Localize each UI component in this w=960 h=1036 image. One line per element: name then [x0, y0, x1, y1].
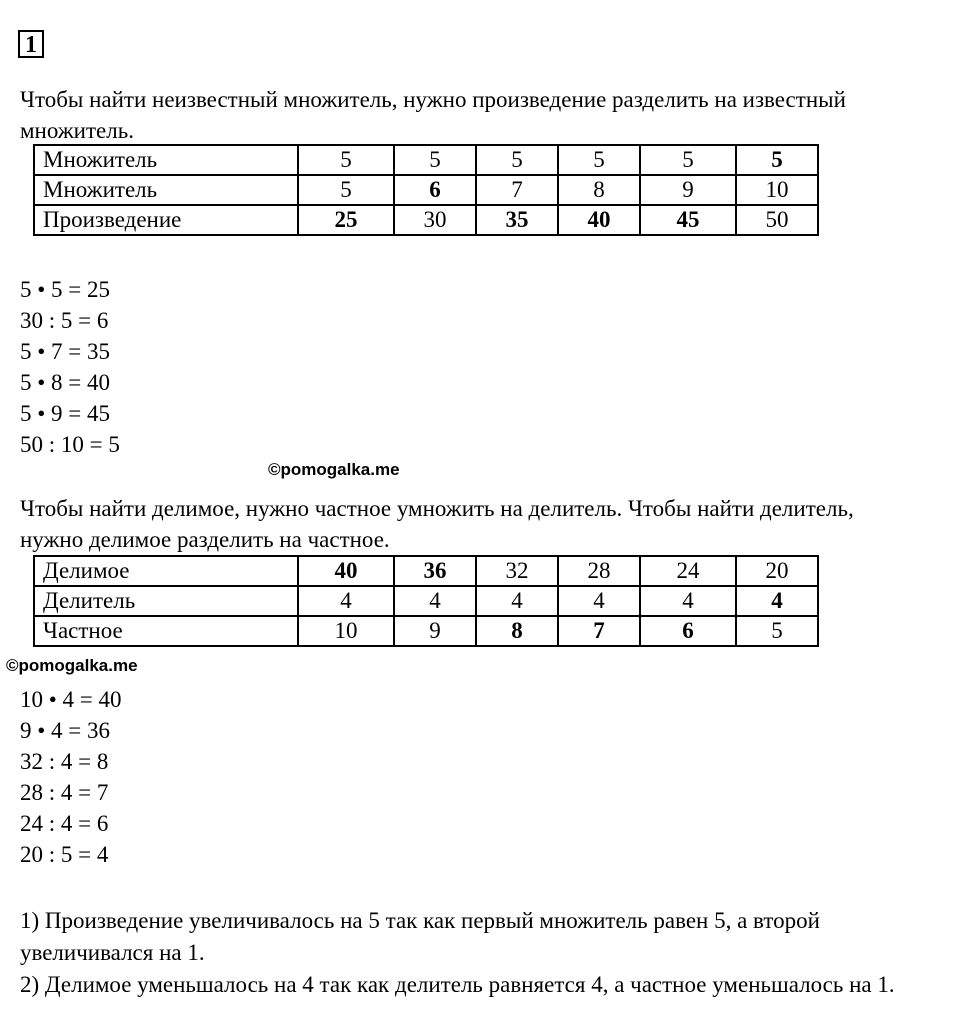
equation: 9 • 4 = 36 — [20, 718, 111, 743]
equation: 5 • 8 = 40 — [20, 370, 111, 395]
equation: 5 • 5 = 25 — [20, 277, 111, 302]
table-cell: 5 — [298, 145, 394, 175]
division-table — [33, 555, 819, 647]
table-cell: 9 — [394, 616, 476, 646]
table-cell: 5 — [394, 145, 476, 175]
equation: 10 • 4 = 40 — [20, 687, 122, 712]
division-equations — [20, 684, 122, 870]
table-cell: 7 — [476, 175, 558, 205]
table-row — [34, 205, 818, 235]
row-label: Произведение — [34, 205, 298, 235]
conclusion-1: 1) Произведение увеличивалось на 5 так как первый множитель равен 5, а второй увеличивался на 1. — [20, 908, 820, 965]
table-cell: 5 — [558, 145, 640, 175]
row-label: Частное — [34, 616, 298, 646]
table-cell: 5 — [736, 616, 818, 646]
table-cell: 5 — [476, 145, 558, 175]
conclusion-2: 2) Делимое уменьшалось на 4 так как делитель равняется 4, а частное уменьшалось на 1. — [20, 972, 895, 997]
table-cell: 10 — [298, 616, 394, 646]
row-label: Множитель — [34, 145, 298, 175]
table-cell: 4 — [298, 586, 394, 616]
table-cell: 25 — [298, 205, 394, 235]
rule-dividend: Чтобы найти делимое, нужно частное умножить на делитель. Чтобы найти делитель, нужно делимое разделить на частное. — [20, 496, 854, 552]
table-cell: 4 — [640, 586, 736, 616]
table-cell: 36 — [394, 556, 476, 586]
equation: 50 : 10 = 5 — [20, 432, 120, 457]
table-cell: 35 — [476, 205, 558, 235]
table-cell: 10 — [736, 175, 818, 205]
table-cell: 40 — [298, 556, 394, 586]
table-body — [34, 556, 818, 646]
table-cell: 8 — [558, 175, 640, 205]
watermark: ©pomogalka.me — [268, 460, 400, 479]
table-row — [34, 556, 818, 586]
equation: 32 : 4 = 8 — [20, 749, 109, 774]
equation: 5 • 7 = 35 — [20, 339, 111, 364]
table-row — [34, 175, 818, 205]
table-cell: 20 — [736, 556, 818, 586]
table-cell: 40 — [558, 205, 640, 235]
row-label: Делимое — [34, 556, 298, 586]
watermark: ©pomogalka.me — [6, 656, 138, 675]
row-label: Множитель — [34, 175, 298, 205]
table-cell: 4 — [558, 586, 640, 616]
equation: 30 : 5 = 6 — [20, 308, 109, 333]
multiplication-equations — [20, 274, 120, 460]
table-cell: 8 — [476, 616, 558, 646]
table-cell: 5 — [298, 175, 394, 205]
row-label: Делитель — [34, 586, 298, 616]
table-cell: 5 — [736, 145, 818, 175]
table-cell: 24 — [640, 556, 736, 586]
task-number: 1 — [18, 30, 44, 58]
table-cell: 4 — [394, 586, 476, 616]
equation: 5 • 9 = 45 — [20, 401, 111, 426]
table-cell: 6 — [394, 175, 476, 205]
equation: 28 : 4 = 7 — [20, 780, 109, 805]
table-cell: 45 — [640, 205, 736, 235]
equation: 20 : 5 = 4 — [20, 842, 109, 867]
table-cell: 28 — [558, 556, 640, 586]
conclusions — [20, 905, 920, 1001]
rule-factor: Чтобы найти неизвестный множитель, нужно произведение разделить на известный множитель. — [20, 87, 846, 143]
table-cell: 7 — [558, 616, 640, 646]
multiplication-table — [33, 144, 819, 236]
table-body — [34, 145, 818, 235]
table-cell: 9 — [640, 175, 736, 205]
table-row — [34, 616, 818, 646]
table-cell: 6 — [640, 616, 736, 646]
equation: 24 : 4 = 6 — [20, 811, 109, 836]
table-cell: 4 — [736, 586, 818, 616]
table-row — [34, 145, 818, 175]
table-cell: 32 — [476, 556, 558, 586]
table-row — [34, 586, 818, 616]
table-cell: 5 — [640, 145, 736, 175]
table-cell: 30 — [394, 205, 476, 235]
table-cell: 50 — [736, 205, 818, 235]
table-cell: 4 — [476, 586, 558, 616]
